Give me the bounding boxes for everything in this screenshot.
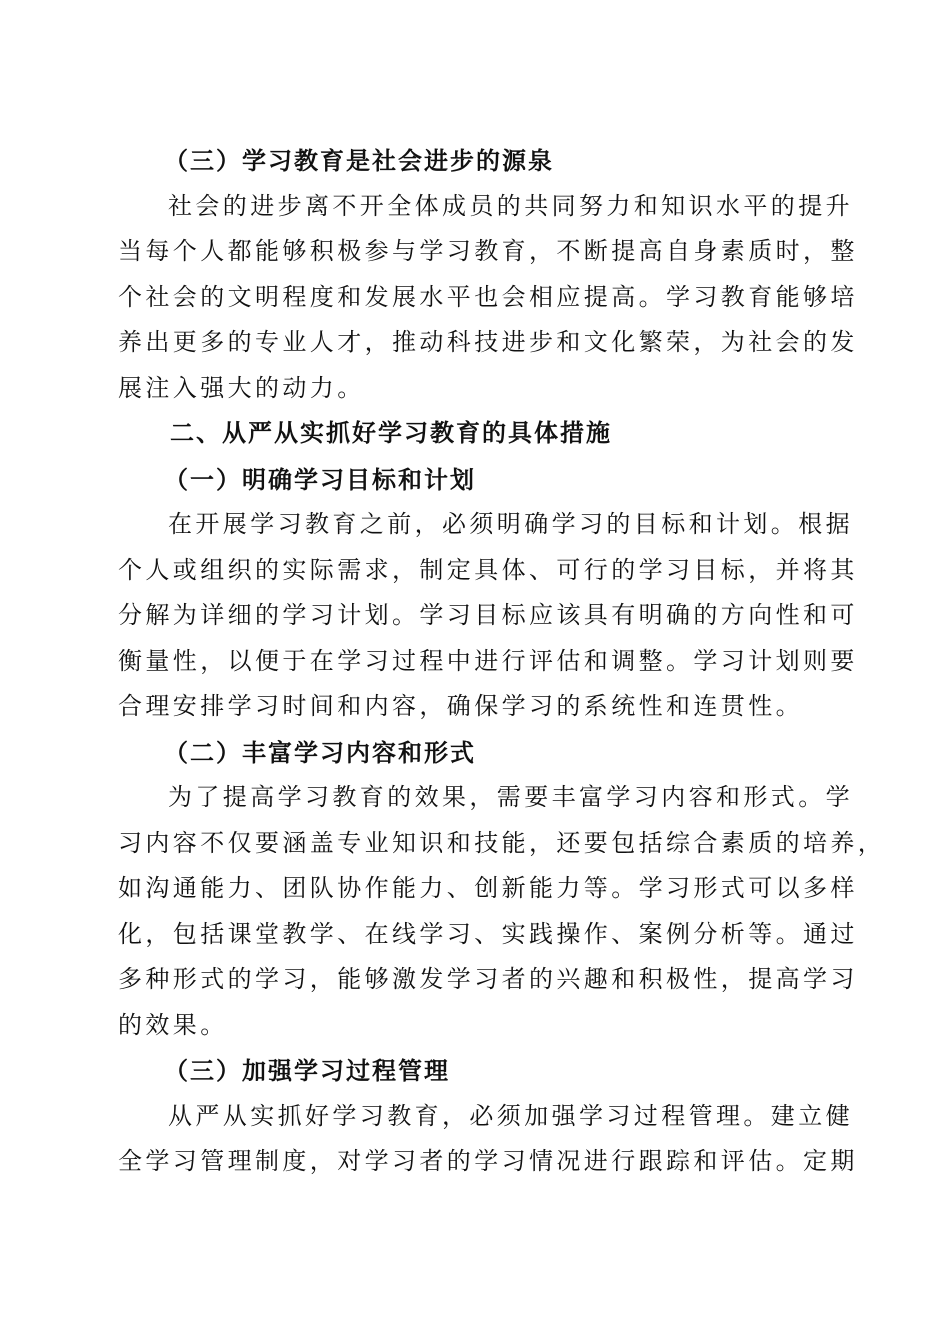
paragraph-line: 从严从实抓好学习教育，必须加强学习过程管理。建立健 — [168, 1101, 853, 1130]
paragraph-goals-and-plans — [118, 502, 858, 730]
paragraph-line: 个社会的文明程度和发展水平也会相应提高。学习教育能够培 — [118, 282, 858, 311]
paragraph-line: 社会的进步离不开全体成员的共同努力和知识水平的提升 — [168, 191, 853, 220]
subsection-heading-goals-and-plans: （一）明确学习目标和计划 — [164, 464, 476, 494]
paragraph-line: 为了提高学习教育的效果，需要丰富学习内容和形式。学 — [168, 783, 853, 811]
paragraph-line: 养出更多的专业人才，推动科技进步和文化繁荣，为社会的发 — [118, 328, 858, 356]
paragraph-line: 全学习管理制度，对学习者的学习情况进行跟踪和评估。定期 — [118, 1147, 858, 1175]
paragraph-line: 在开展学习教育之前，必须明确学习的目标和计划。根据 — [168, 510, 853, 538]
subsection-heading-process-management: （三）加强学习过程管理 — [164, 1056, 450, 1085]
paragraph-line: 如沟通能力、团队协作能力、创新能力等。学习形式可以多样 — [118, 874, 858, 902]
paragraph-line: 化，包括课堂教学、在线学习、实践操作、案例分析等。通过 — [118, 919, 858, 948]
section-heading-specific-measures: 二、从严从实抓好学习教育的具体措施 — [170, 419, 612, 447]
paragraph-line: 分解为详细的学习计划。学习目标应该具有明确的方向性和可 — [118, 601, 858, 629]
paragraph-line: 合理安排学习时间和内容，确保学习的系统性和连贯性。 — [118, 692, 803, 720]
paragraph-line: 衡量性，以便于在学习过程中进行评估和调整。学习计划则要 — [118, 646, 858, 675]
subsection-heading-content-and-forms: （二）丰富学习内容和形式 — [164, 737, 476, 767]
paragraph-social-progress — [118, 184, 858, 412]
paragraph-line: 展注入强大的动力。 — [118, 373, 365, 402]
paragraph-line: 的效果。 — [118, 1010, 228, 1039]
subsection-heading-learning-is-source-of-progress: （三）学习教育是社会进步的源泉 — [164, 146, 554, 175]
paragraph-process-management — [118, 1094, 858, 1185]
paragraph-line: 习内容不仅要涵盖专业知识和技能，还要包括综合素质的培养， — [118, 828, 886, 857]
paragraph-line: 个人或组织的实际需求，制定具体、可行的学习目标，并将其 — [118, 555, 858, 584]
paragraph-line: 当每个人都能够积极参与学习教育，不断提高自身素质时，整 — [118, 237, 858, 265]
paragraph-line: 多种形式的学习，能够激发学习者的兴趣和积极性，提高学习 — [118, 965, 858, 993]
document-body — [118, 138, 886, 1185]
paragraph-content-and-forms — [118, 775, 886, 1048]
